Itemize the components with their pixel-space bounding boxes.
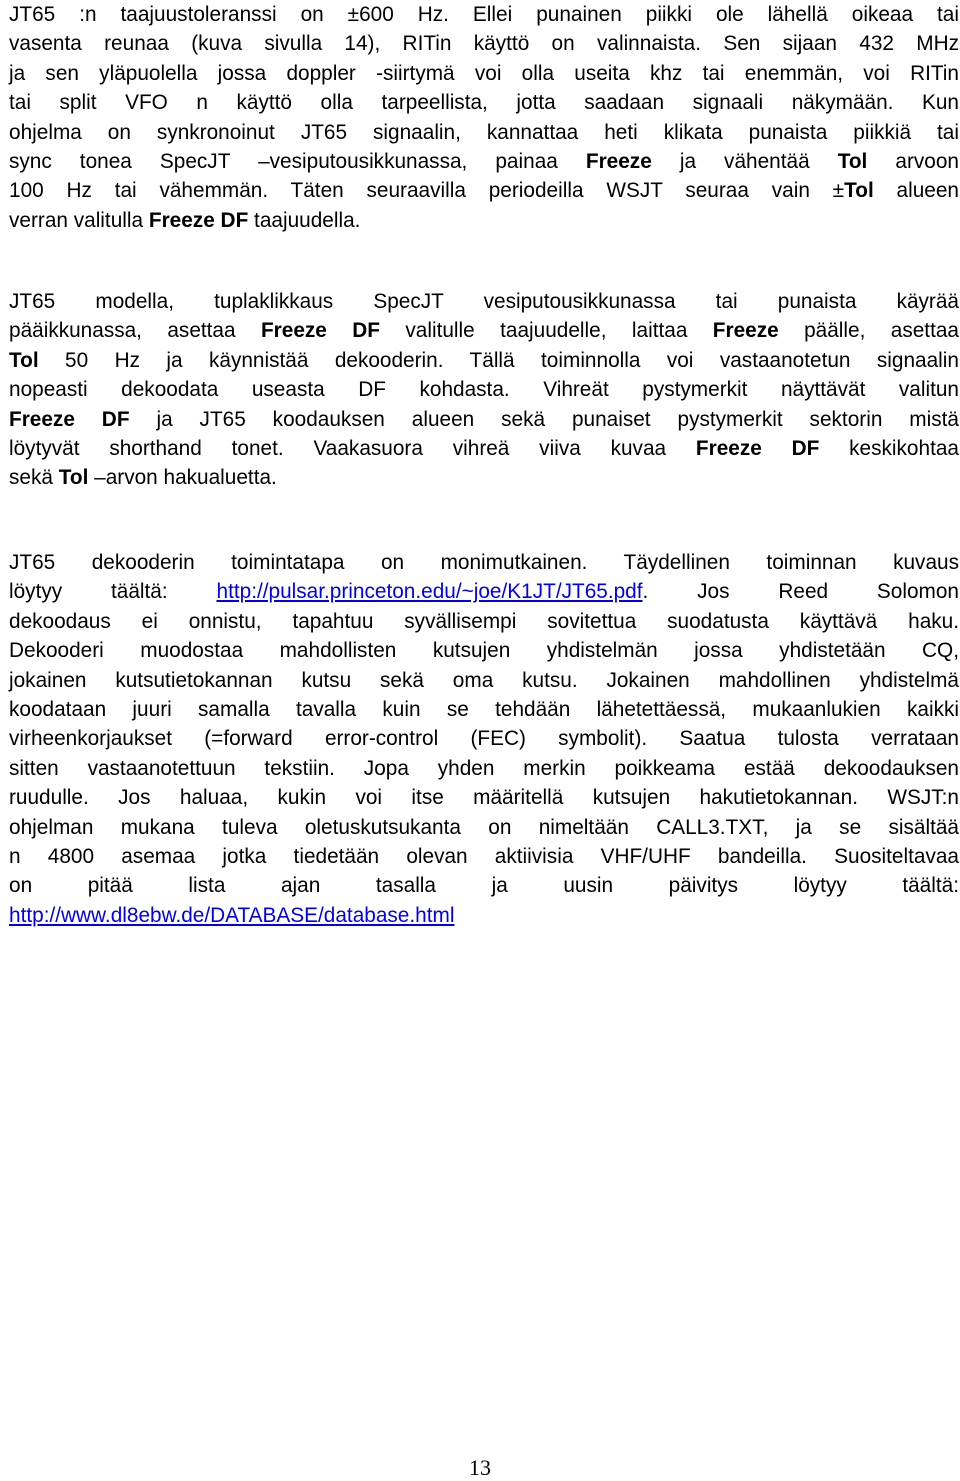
text-run: n 4800 asemaa jotka tiedetään olevan aktiivisia VHF/UHF bandeilla. Suositeltavaa (9, 845, 959, 869)
text-run: ja JT65 koodauksen alueen sekä punaiset pystymerkit sektorin mistä (129, 407, 959, 431)
text-line (9, 405, 959, 434)
text-line (9, 901, 959, 930)
text-line (9, 548, 959, 577)
text-run: taajuudella. (248, 208, 361, 232)
bold-term: Tol (844, 179, 874, 203)
text-line (9, 316, 959, 345)
text-line (9, 176, 959, 205)
text-run: nopeasti dekoodata useasta DF kohdasta. Vihreät pystymerkit näyttävät valitun (9, 378, 959, 402)
text-run: ja vähentää (651, 150, 838, 174)
bold-term: Freeze DF (695, 437, 820, 461)
text-run: –arvon hakualuetta. (88, 466, 277, 490)
text-line (9, 871, 959, 900)
text-line (9, 206, 959, 235)
text-run: jokainen kutsutietokannan kutsu sekä oma kutsu. Jokainen mahdollinen yhdistelmä (9, 668, 959, 692)
text-run: pääikkunassa, asettaa (9, 319, 261, 343)
text-line (9, 577, 959, 606)
text-line (9, 666, 959, 695)
bold-term: Freeze (712, 319, 779, 343)
text-run: ohjelma on synkronoinut JT65 signaalin, kannattaa heti klikata punaista piikkiä tai (9, 120, 959, 144)
text-line (9, 813, 959, 842)
text-line (9, 147, 959, 176)
text-line (9, 783, 959, 812)
text-run: sitten vastaanotettuun tekstiin. Jopa yhden merkin poikkeama estää dekoodauksen (9, 756, 959, 780)
text-run: ja sen yläpuolella jossa doppler -siirtymä voi olla useita khz tai enemmän, voi RITin (9, 61, 959, 85)
text-line (9, 695, 959, 724)
text-run: on pitää lista ajan tasalla ja uusin päivitys löytyy täältä: (9, 874, 959, 898)
text-run: virheenkorjaukset (=forward error-control (FEC) symbolit). Saatua tulosta verrataan (9, 727, 959, 751)
page-number: 13 (469, 1455, 491, 1480)
text-run: JT65 modella, tuplaklikkaus SpecJT vesiputousikkunassa tai punaista käyrää (9, 290, 959, 313)
bold-term: Freeze DF (260, 319, 380, 343)
bold-term: Freeze (585, 150, 652, 174)
text-run: JT65 :n taajuustoleranssi on ±600 Hz. Ellei punainen piikki ole lähellä oikeaa tai (9, 3, 959, 26)
text-run: päälle, asettaa (778, 319, 959, 343)
text-line (9, 88, 959, 117)
hyperlink[interactable]: http://pulsar.princeton.edu/~joe/K1JT/JT65.pdf (216, 580, 643, 604)
text-line (9, 842, 959, 871)
text-line (9, 29, 959, 58)
text-run: sync tonea SpecJT –vesiputousikkunassa, painaa (9, 150, 586, 174)
text-run: verran valitulla (9, 208, 149, 232)
paragraph-tolerance (9, 0, 959, 235)
text-line (9, 118, 959, 147)
text-run: JT65 dekooderin toimintatapa on monimutkainen. Täydellinen toiminnan kuvaus (9, 551, 959, 574)
bold-term: Tol (837, 150, 868, 174)
text-run: arvoon (867, 150, 959, 174)
text-line (9, 754, 959, 783)
text-run: alueen (873, 179, 959, 203)
hyperlink[interactable]: http://www.dl8ebw.de/DATABASE/database.html (9, 903, 455, 927)
text-line (9, 636, 959, 665)
text-run: valitulle taajuudelle, laittaa (379, 319, 713, 343)
text-run: löytyvät shorthand tonet. Vaakasuora vihreä viiva kuvaa (9, 437, 696, 461)
text-run: koodataan juuri samalla tavalla kuin se tehdään lähetettäessä, mukaanlukien kaikki (9, 698, 959, 722)
text-run: Dekooderi muodostaa mahdollisten kutsujen yhdistelmän jossa yhdistetään CQ, (9, 639, 959, 663)
text-run: ruudulle. Jos haluaa, kukin voi itse määritellä kutsujen hakutietokannan. WSJT:n (9, 786, 959, 810)
text-line (9, 607, 959, 636)
bold-term: Freeze DF (9, 407, 130, 431)
bold-term: Freeze DF (148, 208, 249, 232)
text-line (9, 375, 959, 404)
text-run: ohjelman mukana tuleva oletuskutsukanta on nimeltään CALL3.TXT, ja se sisältää (9, 815, 959, 839)
text-run: keskikohtaa (819, 437, 959, 461)
text-run: dekoodaus ei onnistu, tapahtuu syvällisempi sovitettua suodatusta käyttävä haku. (9, 609, 959, 633)
text-line (9, 287, 959, 316)
text-run: tai split VFO n käyttö olla tarpeellista, jotta saadaan signaali näkymään. Kun (9, 91, 959, 115)
text-run: löytyy täältä: (9, 580, 217, 604)
text-line (9, 59, 959, 88)
paragraph-decoder (9, 548, 959, 930)
text-run: sekä (9, 466, 59, 490)
text-run: 50 Hz ja käynnistää dekooderin. Tällä toiminnolla voi vastaanotetun signaalin (38, 348, 959, 372)
bold-term: Tol (9, 348, 39, 372)
text-line (9, 463, 959, 492)
text-line (9, 434, 959, 463)
bold-term: Tol (58, 466, 89, 490)
text-run: . Jos Reed Solomon (642, 580, 959, 604)
text-line (9, 0, 959, 29)
text-line (9, 346, 959, 375)
text-run: 100 Hz tai vähemmän. Täten seuraavilla periodeilla WSJT seuraa vain ± (9, 179, 845, 203)
text-run: vasenta reunaa (kuva sivulla 14), RITin käyttö on valinnaista. Sen sijaan 432 MHz (9, 32, 959, 56)
paragraph-doubleclick (9, 287, 959, 493)
text-line (9, 724, 959, 753)
